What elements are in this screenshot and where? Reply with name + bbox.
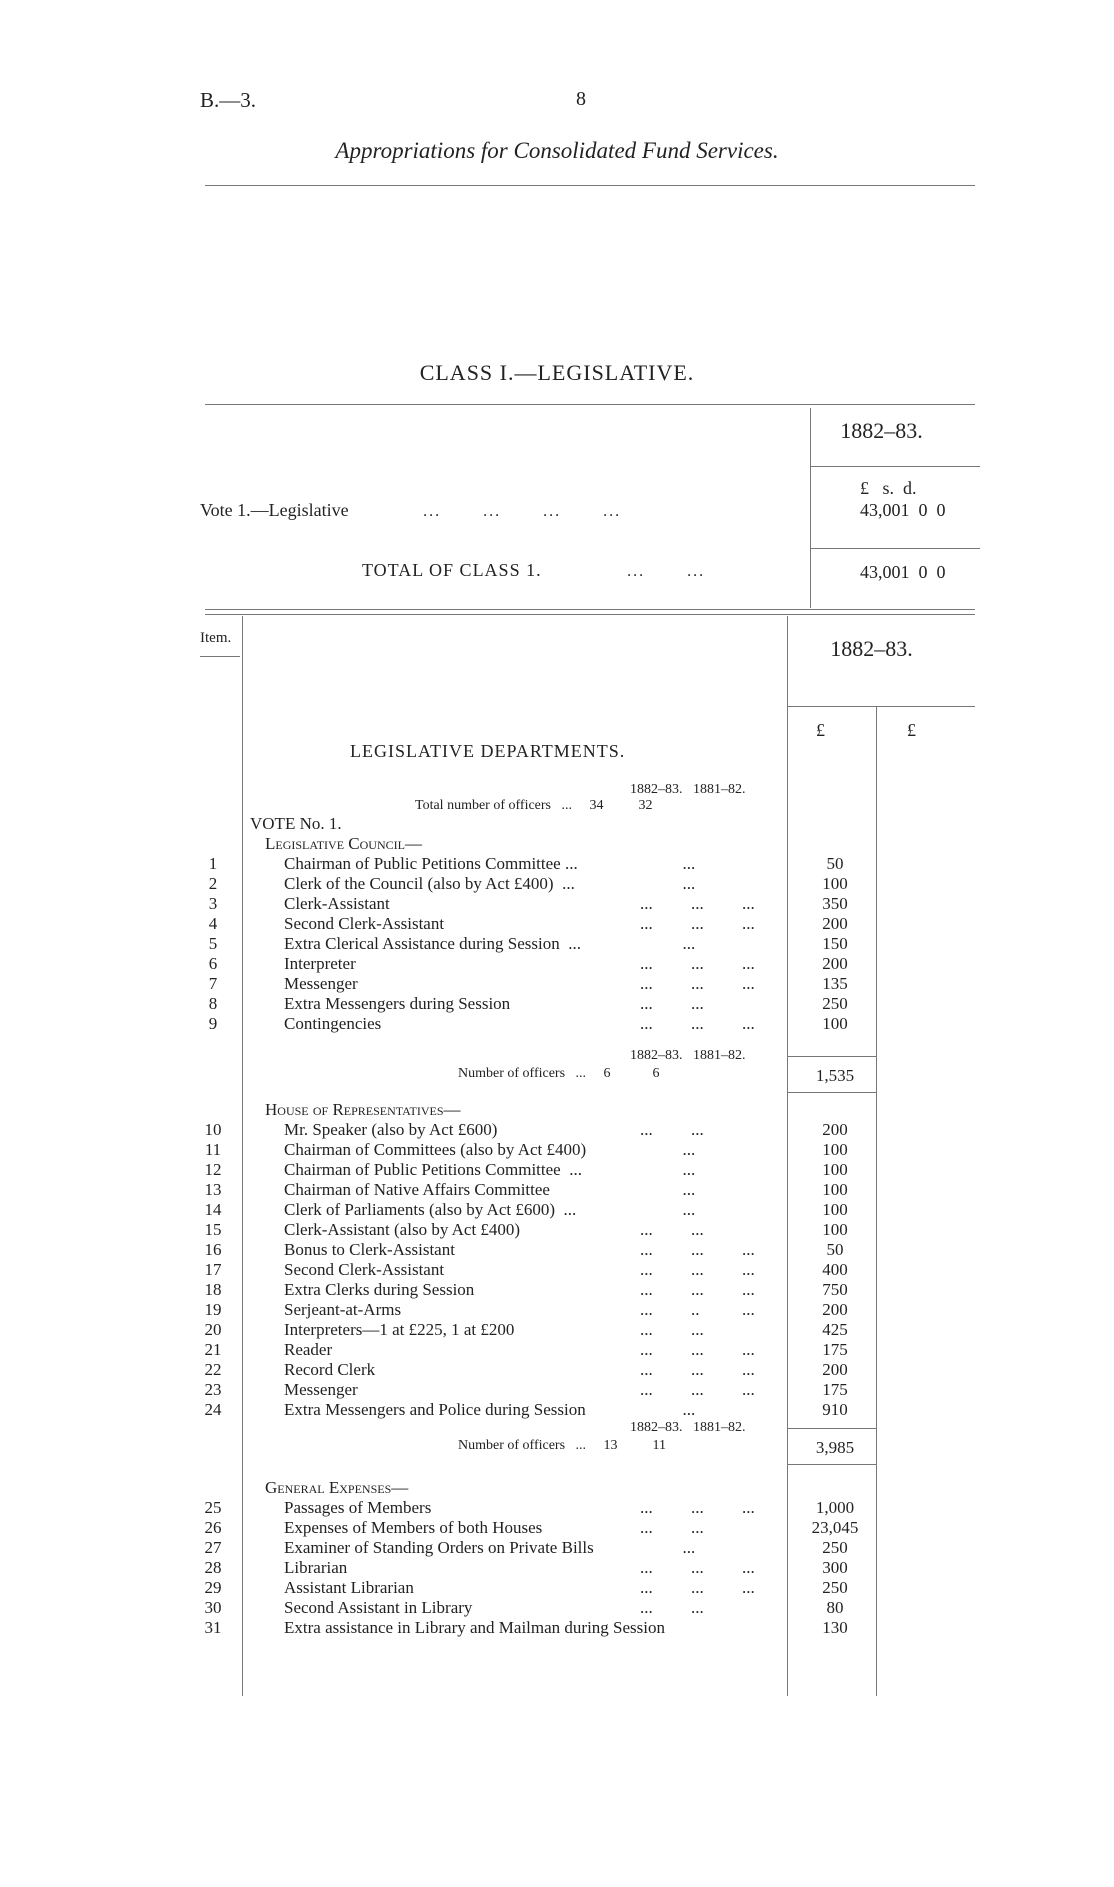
item-description: Extra assistance in Library and Mailman during Session — [284, 1618, 665, 1637]
line-item — [0, 1180, 1114, 1200]
item-number: 7 — [208, 974, 218, 993]
class-total-label — [362, 560, 705, 581]
house-subtotal: 3,985 — [815, 1438, 855, 1457]
item-description: Extra Messengers during Session — [284, 994, 511, 1013]
house-officer-years: 1882–83. 1881–82. — [630, 1420, 746, 1435]
item-number: 21 — [204, 1340, 222, 1359]
vote-label-text: Vote 1.—Legislative — [200, 500, 349, 520]
section-house-of-representatives: House of Representatives— — [265, 1100, 461, 1119]
line-item — [0, 994, 1114, 1014]
vote-label — [200, 500, 621, 521]
item-amount: 200 — [822, 914, 848, 933]
item-description: Chairman of Public Petitions Committee ... — [284, 1160, 582, 1179]
item-number: 8 — [208, 994, 218, 1013]
house-officers: Number of officers ... 13 11 — [458, 1438, 667, 1453]
council-subtotal: 1,535 — [815, 1066, 855, 1085]
page-number: 8 — [576, 88, 586, 110]
leader-dots: ... ... — [640, 1598, 704, 1617]
line-item — [0, 954, 1114, 974]
item-amount: 250 — [822, 1538, 848, 1557]
class-total-dots: ... ... — [627, 563, 706, 580]
items-table-top-rule — [205, 614, 975, 615]
item-number: 27 — [204, 1538, 222, 1557]
item-amount: 50 — [826, 854, 844, 873]
leader-dots: ... .. ... — [640, 1300, 755, 1319]
line-item — [0, 894, 1114, 914]
item-description: Clerk of the Council (also by Act £400) ... — [284, 874, 575, 893]
item-amount: 23,045 — [811, 1518, 859, 1537]
class-table-top-rule — [205, 404, 975, 405]
department-title: LEGISLATIVE DEPARTMENTS. — [350, 741, 626, 761]
leader-dots: ... ... ... — [640, 894, 755, 913]
item-amount: 100 — [822, 1200, 848, 1219]
council-officers: Number of officers ... 6 6 — [458, 1066, 660, 1081]
leader-dots: ... ... ... — [640, 1360, 755, 1379]
line-item — [0, 1400, 1114, 1420]
line-item — [0, 1578, 1114, 1598]
class-total-amount: 43,001 0 0 — [860, 562, 946, 582]
item-description: Extra Clerks during Session — [284, 1280, 475, 1299]
line-item — [0, 1360, 1114, 1380]
item-description: Extra Messengers and Police during Session — [284, 1400, 586, 1419]
item-column-header: Item. — [200, 630, 232, 646]
item-amount: 175 — [822, 1340, 848, 1359]
item-amount: 750 — [822, 1280, 848, 1299]
leader-dots: ... — [640, 1160, 696, 1179]
item-description: Mr. Speaker (also by Act £600) — [284, 1120, 498, 1139]
item-description: Assistant Librarian — [284, 1578, 414, 1597]
item-amount: 100 — [822, 1140, 848, 1159]
item-number: 11 — [204, 1140, 222, 1159]
council-subtotal-bottom-rule — [787, 1092, 876, 1093]
leader-dots: ... ... ... — [640, 1280, 755, 1299]
line-item — [0, 1498, 1114, 1518]
item-amount: 130 — [822, 1618, 848, 1637]
leader-dots: ... ... ... — [640, 974, 755, 993]
item-amount: 100 — [822, 1160, 848, 1179]
item-description: Expenses of Members of both Houses — [284, 1518, 543, 1537]
line-item — [0, 1300, 1114, 1320]
leader-dots: ... ... ... — [640, 1578, 755, 1597]
item-number: 24 — [204, 1400, 222, 1419]
leader-dots: ... ... — [640, 1518, 704, 1537]
vote-heading: VOTE No. 1. — [250, 814, 342, 833]
line-item — [0, 974, 1114, 994]
item-number: 10 — [204, 1120, 222, 1139]
item-description: Librarian — [284, 1558, 348, 1577]
item-number: 13 — [204, 1180, 222, 1199]
leader-dots: ... ... ... — [640, 1240, 755, 1259]
item-description: Bonus to Clerk-Assistant — [284, 1240, 455, 1259]
item-description: Chairman of Native Affairs Committee — [284, 1180, 550, 1199]
line-item — [0, 1598, 1114, 1618]
items-year-rule — [787, 706, 975, 707]
leader-dots: ... ... ... — [640, 1558, 755, 1577]
item-description: Second Assistant in Library — [284, 1598, 473, 1617]
item-amount: 200 — [822, 1300, 848, 1319]
class-table-bottom-rule — [205, 609, 975, 610]
item-amount: 200 — [822, 954, 848, 973]
document-reference: B.—3. — [200, 88, 257, 112]
line-item — [0, 1140, 1114, 1160]
item-number: 9 — [208, 1014, 218, 1033]
leader-dots: ... ... — [640, 1220, 704, 1239]
item-number: 12 — [204, 1160, 222, 1179]
item-number: 16 — [204, 1240, 222, 1259]
line-item — [0, 1240, 1114, 1260]
class-title: CLASS I.—LEGISLATIVE. — [419, 360, 695, 385]
item-amount: 425 — [822, 1320, 848, 1339]
leader-dots: ... ... ... — [640, 1014, 755, 1033]
line-item — [0, 1518, 1114, 1538]
line-item — [0, 1618, 1114, 1638]
item-description: Passages of Members — [284, 1498, 432, 1517]
item-number: 3 — [208, 894, 218, 913]
item-amount: 250 — [822, 994, 848, 1013]
item-number: 2 — [208, 874, 218, 893]
items-year-header: 1882–83. — [830, 636, 913, 661]
item-amount: 100 — [822, 1180, 848, 1199]
leader-dots: ... — [640, 934, 696, 953]
council-subtotal-rule — [787, 1056, 876, 1057]
line-item — [0, 1220, 1114, 1240]
line-item — [0, 1014, 1114, 1034]
item-amount: 200 — [822, 1360, 848, 1379]
line-item — [0, 914, 1114, 934]
item-amount: 80 — [826, 1598, 844, 1617]
leader-dots: ... — [640, 1140, 696, 1159]
line-item — [0, 1260, 1114, 1280]
item-description: Interpreter — [284, 954, 356, 973]
item-amount: 175 — [822, 1380, 848, 1399]
item-description: Clerk-Assistant (also by Act £400) — [284, 1220, 521, 1239]
item-number: 20 — [204, 1320, 222, 1339]
class-total-rule — [810, 548, 980, 549]
section-general-expenses: General Expenses— — [265, 1478, 409, 1497]
item-number: 28 — [204, 1558, 222, 1577]
item-description: Clerk of Parliaments (also by Act £600) ... — [284, 1200, 577, 1219]
item-description: Second Clerk-Assistant — [284, 1260, 445, 1279]
leader-dots: ... — [640, 1538, 696, 1557]
vote-amount: 43,001 0 0 — [860, 500, 946, 520]
item-amount: 135 — [822, 974, 848, 993]
item-amount: 350 — [822, 894, 848, 913]
item-number: 30 — [204, 1598, 222, 1617]
line-item — [0, 1320, 1114, 1340]
item-amount: 100 — [822, 874, 848, 893]
line-item — [0, 854, 1114, 874]
item-number: 4 — [208, 914, 218, 933]
item-number: 25 — [204, 1498, 222, 1517]
leader-dots: ... — [640, 1200, 696, 1219]
leader-dots: ... ... — [640, 1320, 704, 1339]
item-number: 23 — [204, 1380, 222, 1399]
item-number: 6 — [208, 954, 218, 973]
leader-dots: ... — [640, 854, 696, 873]
item-amount: 150 — [822, 934, 848, 953]
line-item — [0, 1340, 1114, 1360]
item-amount: 910 — [822, 1400, 848, 1419]
vote-dots: ... ... ... ... — [423, 503, 622, 520]
line-item — [0, 1380, 1114, 1400]
line-item — [0, 874, 1114, 894]
class-total-text: TOTAL OF CLASS 1. — [362, 560, 542, 580]
item-number: 18 — [204, 1280, 222, 1299]
leader-dots: ... — [640, 1400, 696, 1419]
house-subtotal-bottom-rule — [787, 1464, 876, 1465]
item-description: Reader — [284, 1340, 333, 1359]
currency-header: £ s. d. — [860, 478, 917, 498]
page-title: Appropriations for Consolidated Fund Services. — [335, 138, 779, 163]
item-amount: 100 — [822, 1014, 848, 1033]
item-description: Contingencies — [284, 1014, 382, 1033]
item-number: 15 — [204, 1220, 222, 1239]
item-description: Serjeant-at-Arms — [284, 1300, 402, 1319]
item-number: 17 — [204, 1260, 222, 1279]
leader-dots: ... — [640, 874, 696, 893]
item-amount: 300 — [822, 1558, 848, 1577]
item-amount: 100 — [822, 1220, 848, 1239]
leader-dots: ... ... ... — [640, 914, 755, 933]
leader-dots: ... — [640, 1180, 696, 1199]
total-officers: Total number of officers ... 34 32 — [415, 798, 653, 813]
line-item — [0, 934, 1114, 954]
section-legislative-council: Legislative Council— — [265, 834, 422, 853]
item-number: 14 — [204, 1200, 222, 1219]
item-description: Extra Clerical Assistance during Session ... — [284, 934, 581, 953]
council-officer-years: 1882–83. 1881–82. — [630, 1048, 746, 1063]
item-description: Interpreters—1 at £225, 1 at £200 — [284, 1320, 515, 1339]
item-amount: 1,000 — [815, 1498, 855, 1517]
leader-dots: ... ... ... — [640, 1260, 755, 1279]
line-item — [0, 1538, 1114, 1558]
leader-dots: ... ... ... — [640, 1380, 755, 1399]
line-item — [0, 1200, 1114, 1220]
header-rule — [205, 185, 975, 186]
class-year-header: 1882–83. — [840, 418, 923, 443]
item-number: 5 — [208, 934, 218, 953]
leader-dots: ... ... ... — [640, 1340, 755, 1359]
year-columns: 1882–83. 1881–82. — [630, 782, 746, 797]
item-amount: 200 — [822, 1120, 848, 1139]
item-description: Messenger — [284, 1380, 358, 1399]
item-description: Chairman of Committees (also by Act £400) — [284, 1140, 587, 1159]
item-number: 1 — [208, 854, 218, 873]
class-year-rule — [810, 466, 980, 467]
item-number: 19 — [204, 1300, 222, 1319]
pound-column-2: £ — [907, 720, 916, 740]
line-item — [0, 1160, 1114, 1180]
item-description: Examiner of Standing Orders on Private Bills — [284, 1538, 594, 1557]
leader-dots: ... ... — [640, 1120, 704, 1139]
item-amount: 250 — [822, 1578, 848, 1597]
item-description: Second Clerk-Assistant — [284, 914, 445, 933]
item-description: Clerk-Assistant — [284, 894, 390, 913]
leader-dots: ... ... — [640, 994, 704, 1013]
item-description: Chairman of Public Petitions Committee ... — [284, 854, 578, 873]
line-item — [0, 1558, 1114, 1578]
item-number: 26 — [204, 1518, 222, 1537]
item-number: 31 — [204, 1618, 222, 1637]
item-description: Record Clerk — [284, 1360, 376, 1379]
item-header-rule — [200, 656, 240, 657]
house-subtotal-rule — [787, 1428, 876, 1429]
item-number: 22 — [204, 1360, 222, 1379]
pound-column-1: £ — [816, 720, 825, 740]
item-amount: 400 — [822, 1260, 848, 1279]
leader-dots: ... ... ... — [640, 954, 755, 973]
leader-dots: ... ... ... — [640, 1498, 755, 1517]
item-number: 29 — [204, 1578, 222, 1597]
item-description: Messenger — [284, 974, 358, 993]
line-item — [0, 1280, 1114, 1300]
line-item — [0, 1120, 1114, 1140]
item-amount: 50 — [826, 1240, 844, 1259]
